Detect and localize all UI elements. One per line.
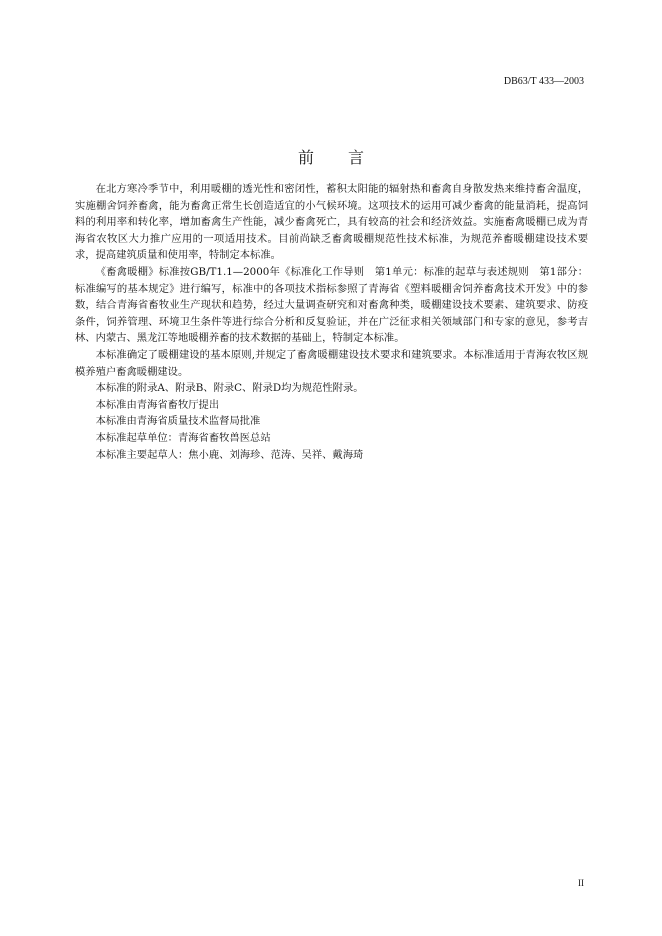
title-char-2: 言 (348, 148, 365, 167)
paragraph-appendices: 本标准的附录A、附录B、附录C、附录D均为规范性附录。 (95, 382, 364, 395)
paragraph-scope: 本标准确定了暖棚建设的基本原则,并规定了畜禽暖棚建设技术要求和建筑要求。本标准适用于青海农牧区规模养殖户畜禽暖棚建设。 (75, 348, 588, 378)
title-char-1: 前 (297, 148, 314, 167)
standard-code: DB63/T 433—2003 (503, 76, 584, 87)
paragraph-proposer: 本标准由青海省畜牧厅提出 (95, 398, 220, 411)
page-title (0, 145, 662, 168)
paragraph-approver: 本标准由青海省质量技术监督局批准 (95, 415, 261, 428)
paragraph-drafters: 本标准主要起草人：焦小鹿、刘海珍、范涛、吴祥、戴海琦 (95, 448, 364, 461)
paragraph-drafting-basis: 《畜禽暖棚》标准按GB/T1.1—2000年《标准化工作导则 第1单元：标准的起草与表述规则 第1部分：标准编写的基本规定》进行编写，标准中的各项技术指标参照了青海省《塑料暖棚舍饲养畜禽技术开发》中的参数，结合青海省畜牧业生产现状和趋势，经过大量调查研究和对畜禽种类，暖棚建设技术要素、建筑要求、防疫条件，饲养管理、环境卫生条件等进行综合分析和反复验证，并在广泛征求相关领域部门和专家的意见，参考吉林、内蒙古、黑龙江等地暖棚养畜的技术数据的基础上，特制定本标准。 (75, 265, 588, 345)
foreword-body (75, 181, 588, 463)
paragraph-background: 在北方寒冷季节中，利用暖棚的透光性和密闭性，蓄积太阳能的辐射热和畜禽自身散发热来维持畜舍温度，实施棚舍饲养畜禽，能为畜禽正常生长创造适宜的小气候环境。这项技术的运用可减少畜禽的能量消耗，提高饲料的利用率和转化率，增加畜禽生产性能，减少畜禽死亡，具有较高的社会和经济效益。实施畜禽暖棚已成为青海省农牧区大力推广应用的一项适用技术。目前尚缺乏畜禽暖棚规范性技术标准，为规范养畜暖棚建设技术要求，提高建筑质量和使用率，特制定本标准。 (75, 183, 588, 262)
paragraph-drafting-unit: 本标准起草单位：青海省畜牧兽医总站 (95, 431, 271, 444)
page-number: II (578, 878, 584, 888)
